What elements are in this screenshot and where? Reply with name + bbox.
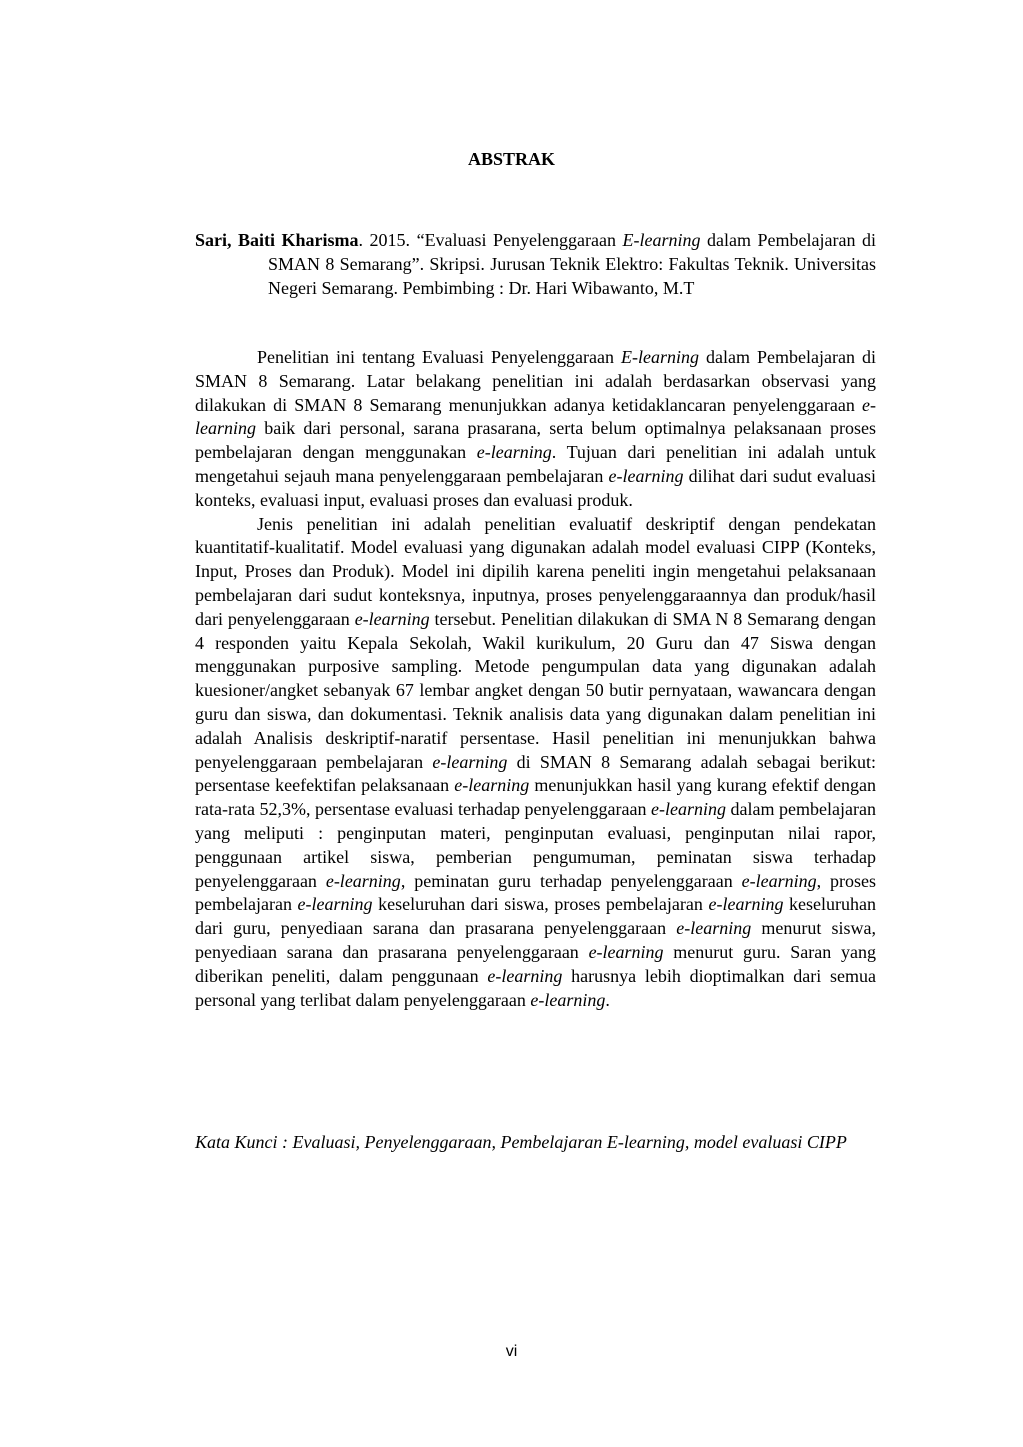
term-emphasis: e-learning (588, 941, 664, 962)
citation-text: dalam Pembelajaran di SMAN 8 Semarang”. Skripsi. Jurusan Teknik Elektro: Fakultas Teknik. Universitas Negeri Semarang. Pembimbing : Dr. Hari Wibawanto, M.T (268, 230, 876, 298)
citation-text: . 2015. “Evaluasi Penyelenggaraan (358, 230, 623, 250)
abstract-body (195, 346, 876, 1012)
term-emphasis: e-learning (454, 775, 530, 796)
keywords: Kata Kunci : Evaluasi, Penyelenggaraan, Pembelajaran E-learning, model evaluasi CIPP (195, 1132, 847, 1152)
paragraph-text: Jenis penelitian ini adalah penelitian evaluatif deskriptif dengan pendekatan kuantitatif-kualitatif. Model evaluasi yang digunakan adalah model evaluasi CIPP (Konteks, Input, Proses dan Produk). Model ini dipilih karena peneliti ingin mengetahui pelaksanaan pembelajaran dari sudut konteksnya, inputnya, proses penyelenggaraannya dan produk/hasil dari penyelenggaraan (195, 513, 876, 629)
term-emphasis: E-learning (621, 347, 699, 367)
paragraph-text: , proses pembelajaran (195, 870, 876, 915)
term-emphasis: e-learning (476, 442, 552, 463)
paragraph-text: dalam Pembelajaran di SMAN 8 Semarang. Latar belakang penelitian ini adalah berdasarkan observasi yang dilakukan di SMAN 8 Semarang menunjukkan adanya ketidaklancaran penyelenggaraan (195, 347, 876, 415)
paragraph-text: Penelitian ini tentang Evaluasi Penyelenggaraan (257, 347, 621, 367)
term-emphasis: e-learning (530, 989, 606, 1010)
paragraph-text: dilihat dari sudut evaluasi konteks, evaluasi input, evaluasi proses dan evaluasi produk. (195, 465, 876, 510)
term-emphasis: e-learning (354, 608, 430, 629)
citation-term: E-learning (622, 230, 701, 250)
paragraph-text: harusnya lebih dioptimalkan dari semua personal yang terlibat dalam penyelenggaraan (195, 965, 877, 1010)
term-emphasis: e-learning (325, 870, 401, 891)
paragraph-text: , peminatan guru terhadap penyelenggaraan (400, 870, 742, 891)
paragraph-text: . (605, 989, 610, 1010)
term-emphasis: e-learning (487, 965, 563, 986)
paragraph-text: dalam pembelajaran yang meliputi : penginputan materi, penginputan evaluasi, penginputan nilai rapor, penggunaan artikel siswa, pemberian pengumuman, peminatan siswa terhadap penyelenggaraan (195, 799, 876, 891)
term-emphasis: e-learning (676, 918, 752, 939)
paragraph-text: menurut guru. Saran yang diberikan peneliti, dalam penggunaan (195, 941, 877, 986)
paragraph-text: di SMAN 8 Semarang adalah sebagai berikut: persentase keefektifan pelaksanaan (195, 751, 877, 796)
paragraph-text: baik dari personal, sarana prasarana, serta belum optimalnya pelaksanaan proses pembelajaran dengan menggunakan (195, 418, 876, 463)
citation-author: Sari, Baiti Kharisma (195, 230, 359, 250)
paragraph-text: . Tujuan dari penelitian ini adalah untuk mengetahui sejauh mana penyelenggaraan pembelajaran (195, 442, 876, 486)
abstract-paragraph-1 (195, 346, 876, 513)
term-emphasis: e-learning (708, 894, 784, 915)
page-title: ABSTRAK (467, 149, 556, 169)
term-emphasis: e-learning (297, 894, 373, 915)
term-emphasis: e-learning (195, 394, 876, 439)
term-emphasis: e-learning (608, 465, 684, 486)
term-emphasis: e-learning (432, 751, 508, 772)
paragraph-text: menunjukkan hasil yang kurang efektif dengan rata-rata 52,3%, persentase evaluasi terhadap penyelenggaraan (195, 775, 876, 820)
paragraph-text: keseluruhan dari siswa, proses pembelajaran (372, 894, 709, 915)
abstract-paragraph-2 (195, 513, 876, 1013)
paragraph-text: tersebut. Penelitian dilakukan di SMA N 8 Semarang dengan 4 responden yaitu Kepala Sekolah, Wakil kurikulum, 20 Guru dan 47 Siswa dengan menggunakan purposive sampling. Metode pengumpulan data yang digunakan adalah kuesioner/angket sebanyak 67 lembar angket dengan 50 butir pernyataan, wawancara dengan guru dan siswa, dan dokumentasi. Teknik analisis data yang digunakan dalam penelitian ini adalah Analisis deskriptif-naratif persentase. Hasil penelitian ini menunjukkan bahwa penyelenggaraan pembelajaran (195, 608, 877, 772)
citation (195, 228, 876, 300)
term-emphasis: e-learning (741, 870, 817, 891)
page-number: vi (505, 1343, 518, 1360)
paragraph-text: menurut siswa, penyediaan sarana dan prasarana penyelenggaraan (195, 918, 876, 962)
paragraph-text: keseluruhan dari guru, penyediaan sarana dan prasarana penyelenggaraan (195, 894, 877, 939)
term-emphasis: e-learning (651, 799, 726, 820)
